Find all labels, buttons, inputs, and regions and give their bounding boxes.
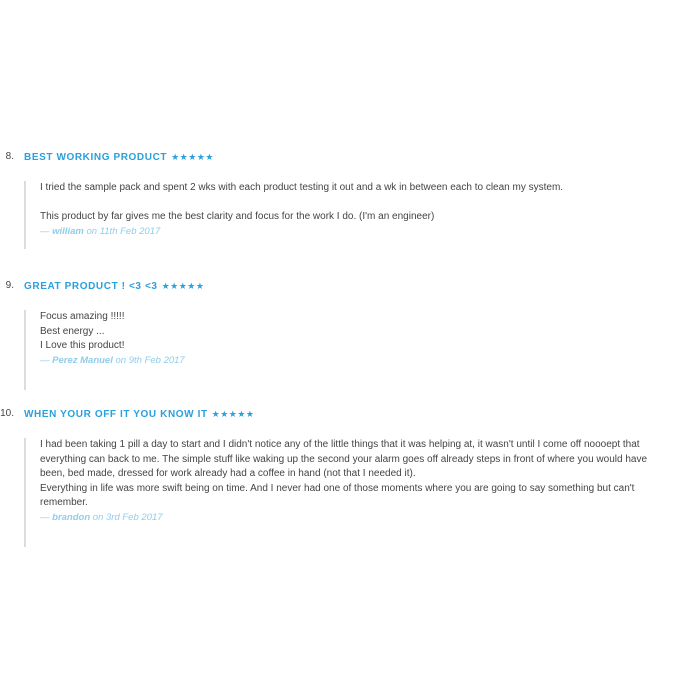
review-text: Focus amazing !!!!! (40, 311, 125, 322)
star-rating-icon: ★★★★★ (171, 152, 214, 162)
review-meta (40, 225, 664, 238)
review-author: william (52, 225, 84, 237)
review-text: I tried the sample pack and spent 2 wks with each product testing it out and a wk in between each to clean my system. (40, 182, 564, 193)
review-header (0, 406, 690, 422)
review-title-text: GREAT PRODUCT ! <3 <3 (24, 281, 158, 292)
review-title (24, 149, 214, 166)
review-body (24, 438, 664, 547)
meta-on: on (112, 354, 129, 366)
review-body (24, 310, 664, 390)
review-title-text: WHEN YOUR OFF IT YOU KNOW IT (24, 409, 208, 420)
review-text: This product by far gives me the best clarity and focus for the work I do. (I'm an engineer) (40, 211, 435, 222)
meta-dash: — (40, 225, 53, 237)
star-rating-icon: ★★★★★ (161, 281, 205, 291)
review-meta (40, 354, 664, 367)
review-text: I had been taking 1 pill a day to start and I didn't notice any of the little things that it was helping at, it wasn't until I come off noooept that everything can back to me. The simple stuff like waking up the second your alarm goes off already steps in front of where you would have been, bed made, dressed for work already had a coffee in hand (not that I needed it). (40, 439, 648, 479)
review-number: 8. (5, 151, 14, 162)
review-title (24, 406, 255, 423)
review-header (0, 149, 690, 165)
meta-on: on (90, 511, 106, 523)
review-number: 10. (0, 408, 14, 419)
review-text: Everything in life was more swift being on time. And I never had one of those moments where you are going to say something but can't remember. (40, 482, 635, 508)
review-author: brandon (52, 511, 91, 523)
review-body (24, 181, 664, 249)
review-date: 11th Feb 2017 (99, 225, 161, 237)
review-title (24, 278, 204, 295)
review-title-text: BEST WORKING PRODUCT (24, 152, 168, 163)
star-rating-icon: ★★★★★ (211, 409, 255, 419)
meta-dash: — (40, 511, 53, 523)
review-date: 9th Feb 2017 (128, 354, 185, 366)
meta-on: on (83, 225, 100, 237)
meta-dash: — (40, 354, 53, 366)
review-author: Perez Manuel (52, 354, 113, 366)
review-text: Best energy ... (40, 325, 105, 337)
review-meta (40, 511, 664, 524)
review-header (0, 278, 690, 294)
review-number: 9. (5, 280, 14, 291)
review-text: I Love this product! (40, 340, 125, 351)
review-date: 3rd Feb 2017 (106, 511, 163, 523)
